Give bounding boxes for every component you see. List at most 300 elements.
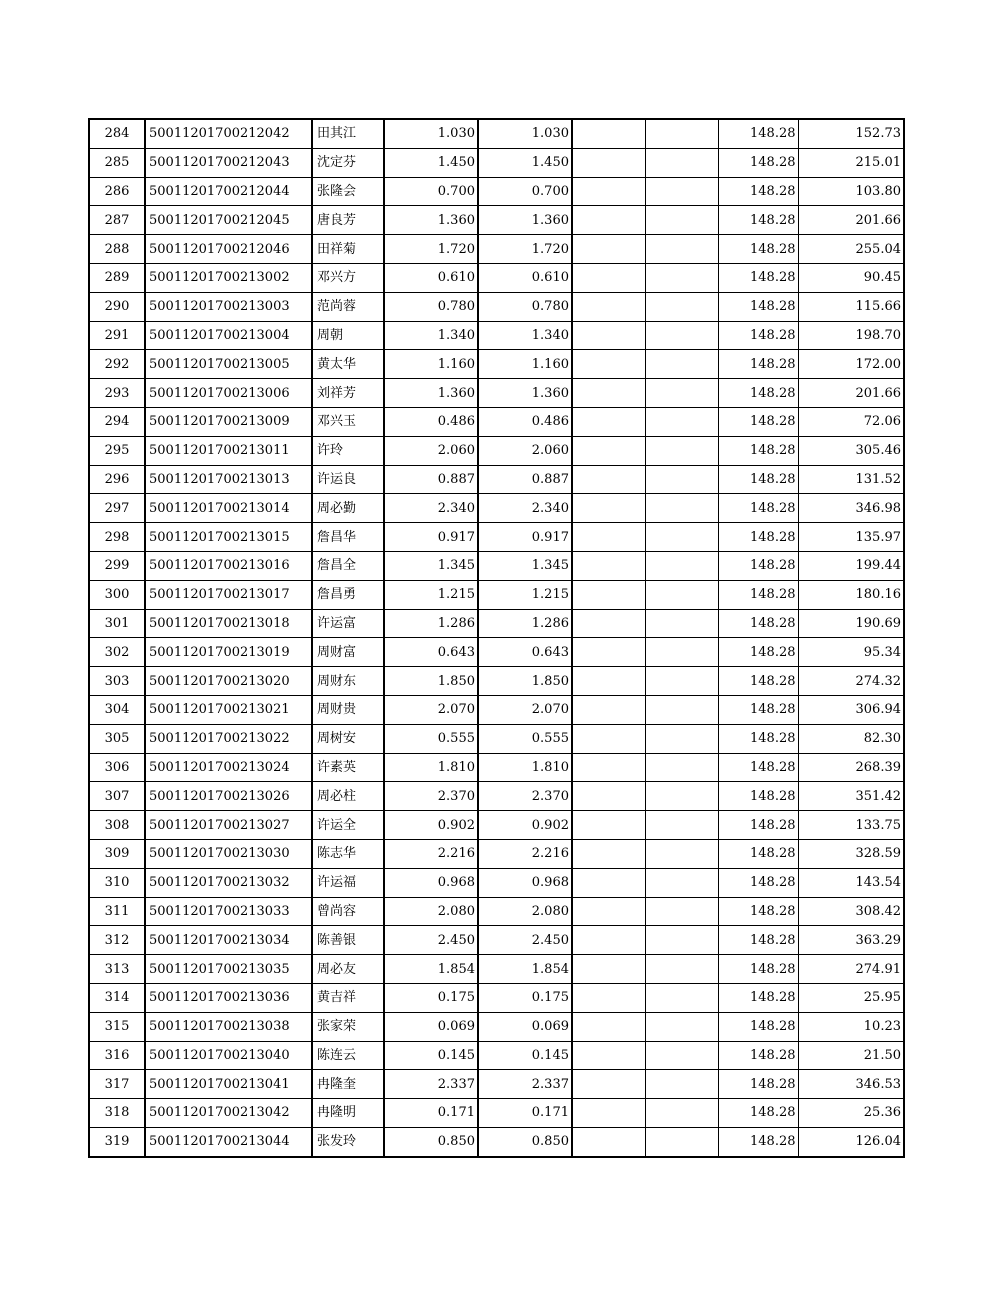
empty-cell-2 — [645, 638, 718, 667]
row-number: 297 — [89, 494, 145, 523]
household-name: 周必柱 — [312, 782, 384, 811]
empty-cell-2 — [645, 436, 718, 465]
unit-price: 148.28 — [718, 1012, 798, 1041]
household-name: 刘祥芳 — [312, 379, 384, 408]
area-value-1: 1.160 — [384, 350, 478, 379]
area-value-2: 0.917 — [478, 523, 572, 552]
empty-cell-1 — [572, 551, 645, 580]
area-value-2: 1.286 — [478, 609, 572, 638]
empty-cell-1 — [572, 782, 645, 811]
empty-cell-2 — [645, 407, 718, 436]
area-value-1: 0.700 — [384, 177, 478, 206]
household-code: 50011201700213035 — [145, 955, 312, 984]
household-name: 黄吉祥 — [312, 983, 384, 1012]
area-value-1: 1.360 — [384, 206, 478, 235]
empty-cell-1 — [572, 119, 645, 148]
table-row — [89, 868, 904, 897]
row-number: 284 — [89, 119, 145, 148]
household-name: 冉隆奎 — [312, 1070, 384, 1099]
household-code: 50011201700213015 — [145, 523, 312, 552]
unit-price: 148.28 — [718, 119, 798, 148]
empty-cell-1 — [572, 839, 645, 868]
area-value-1: 1.345 — [384, 551, 478, 580]
area-value-2: 0.145 — [478, 1041, 572, 1070]
household-code: 50011201700213016 — [145, 551, 312, 580]
row-number: 303 — [89, 667, 145, 696]
table-row — [89, 148, 904, 177]
household-code: 50011201700213038 — [145, 1012, 312, 1041]
amount: 25.36 — [798, 1099, 904, 1128]
unit-price: 148.28 — [718, 350, 798, 379]
table-row — [89, 523, 904, 552]
row-number: 308 — [89, 811, 145, 840]
household-code: 50011201700213002 — [145, 263, 312, 292]
table-row — [89, 638, 904, 667]
unit-price: 148.28 — [718, 206, 798, 235]
empty-cell-2 — [645, 379, 718, 408]
empty-cell-1 — [572, 292, 645, 321]
area-value-2: 1.854 — [478, 955, 572, 984]
empty-cell-1 — [572, 494, 645, 523]
household-code: 50011201700212042 — [145, 119, 312, 148]
unit-price: 148.28 — [718, 1099, 798, 1128]
unit-price: 148.28 — [718, 235, 798, 264]
household-name: 张发玲 — [312, 1127, 384, 1156]
row-number: 315 — [89, 1012, 145, 1041]
area-value-1: 2.080 — [384, 897, 478, 926]
household-code: 50011201700213030 — [145, 839, 312, 868]
amount: 10.23 — [798, 1012, 904, 1041]
area-value-2: 0.700 — [478, 177, 572, 206]
row-number: 299 — [89, 551, 145, 580]
empty-cell-1 — [572, 407, 645, 436]
empty-cell-2 — [645, 1070, 718, 1099]
empty-cell-2 — [645, 1012, 718, 1041]
empty-cell-2 — [645, 523, 718, 552]
household-name: 周财东 — [312, 667, 384, 696]
household-code: 50011201700212045 — [145, 206, 312, 235]
unit-price: 148.28 — [718, 379, 798, 408]
household-name: 许素英 — [312, 753, 384, 782]
table-row — [89, 465, 904, 494]
table-row — [89, 321, 904, 350]
amount: 346.98 — [798, 494, 904, 523]
household-code: 50011201700213034 — [145, 926, 312, 955]
amount: 346.53 — [798, 1070, 904, 1099]
amount: 103.80 — [798, 177, 904, 206]
empty-cell-1 — [572, 206, 645, 235]
area-value-1: 2.450 — [384, 926, 478, 955]
household-name: 张隆会 — [312, 177, 384, 206]
household-name: 周财贵 — [312, 695, 384, 724]
table-row — [89, 1127, 904, 1156]
area-value-2: 1.160 — [478, 350, 572, 379]
area-value-2: 2.450 — [478, 926, 572, 955]
amount: 351.42 — [798, 782, 904, 811]
household-name: 许运全 — [312, 811, 384, 840]
household-code: 50011201700213026 — [145, 782, 312, 811]
area-value-1: 0.917 — [384, 523, 478, 552]
table-row — [89, 955, 904, 984]
area-value-2: 0.171 — [478, 1099, 572, 1128]
household-name: 许运良 — [312, 465, 384, 494]
amount: 25.95 — [798, 983, 904, 1012]
household-name: 詹昌华 — [312, 523, 384, 552]
household-code: 50011201700213006 — [145, 379, 312, 408]
table-row — [89, 667, 904, 696]
row-number: 292 — [89, 350, 145, 379]
row-number: 298 — [89, 523, 145, 552]
area-value-1: 1.286 — [384, 609, 478, 638]
empty-cell-2 — [645, 206, 718, 235]
household-code: 50011201700213044 — [145, 1127, 312, 1156]
unit-price: 148.28 — [718, 523, 798, 552]
empty-cell-1 — [572, 667, 645, 696]
unit-price: 148.28 — [718, 868, 798, 897]
household-code: 50011201700213009 — [145, 407, 312, 436]
amount: 90.45 — [798, 263, 904, 292]
unit-price: 148.28 — [718, 551, 798, 580]
row-number: 313 — [89, 955, 145, 984]
row-number: 287 — [89, 206, 145, 235]
area-value-1: 1.720 — [384, 235, 478, 264]
household-name: 詹昌全 — [312, 551, 384, 580]
area-value-1: 2.216 — [384, 839, 478, 868]
area-value-2: 0.887 — [478, 465, 572, 494]
empty-cell-2 — [645, 695, 718, 724]
amount: 201.66 — [798, 206, 904, 235]
unit-price: 148.28 — [718, 667, 798, 696]
row-number: 306 — [89, 753, 145, 782]
household-code: 50011201700212043 — [145, 148, 312, 177]
empty-cell-1 — [572, 148, 645, 177]
empty-cell-2 — [645, 551, 718, 580]
unit-price: 148.28 — [718, 1127, 798, 1156]
empty-cell-1 — [572, 695, 645, 724]
empty-cell-1 — [572, 1041, 645, 1070]
area-value-1: 0.145 — [384, 1041, 478, 1070]
household-name: 冉隆明 — [312, 1099, 384, 1128]
household-code: 50011201700213013 — [145, 465, 312, 494]
area-value-2: 0.643 — [478, 638, 572, 667]
household-name: 邓兴方 — [312, 263, 384, 292]
household-code: 50011201700213017 — [145, 580, 312, 609]
amount: 82.30 — [798, 724, 904, 753]
unit-price: 148.28 — [718, 638, 798, 667]
unit-price: 148.28 — [718, 695, 798, 724]
row-number: 317 — [89, 1070, 145, 1099]
unit-price: 148.28 — [718, 782, 798, 811]
table-row — [89, 580, 904, 609]
amount: 172.00 — [798, 350, 904, 379]
amount: 135.97 — [798, 523, 904, 552]
household-code: 50011201700213027 — [145, 811, 312, 840]
empty-cell-2 — [645, 321, 718, 350]
household-name: 唐良芳 — [312, 206, 384, 235]
household-name: 田祥菊 — [312, 235, 384, 264]
area-value-2: 0.780 — [478, 292, 572, 321]
area-value-2: 1.810 — [478, 753, 572, 782]
empty-cell-1 — [572, 753, 645, 782]
row-number: 305 — [89, 724, 145, 753]
area-value-1: 0.486 — [384, 407, 478, 436]
household-code: 50011201700213032 — [145, 868, 312, 897]
amount: 143.54 — [798, 868, 904, 897]
area-value-2: 1.360 — [478, 206, 572, 235]
empty-cell-2 — [645, 609, 718, 638]
area-value-1: 1.450 — [384, 148, 478, 177]
row-number: 290 — [89, 292, 145, 321]
amount: 152.73 — [798, 119, 904, 148]
unit-price: 148.28 — [718, 1070, 798, 1099]
area-value-2: 0.902 — [478, 811, 572, 840]
unit-price: 148.28 — [718, 177, 798, 206]
household-code: 50011201700213036 — [145, 983, 312, 1012]
household-code: 50011201700213024 — [145, 753, 312, 782]
row-number: 288 — [89, 235, 145, 264]
area-value-1: 0.610 — [384, 263, 478, 292]
table-row — [89, 695, 904, 724]
area-value-1: 0.887 — [384, 465, 478, 494]
empty-cell-1 — [572, 235, 645, 264]
area-value-1: 0.850 — [384, 1127, 478, 1156]
row-number: 285 — [89, 148, 145, 177]
empty-cell-2 — [645, 926, 718, 955]
empty-cell-2 — [645, 811, 718, 840]
table-row — [89, 436, 904, 465]
empty-cell-1 — [572, 1099, 645, 1128]
empty-cell-1 — [572, 926, 645, 955]
amount: 133.75 — [798, 811, 904, 840]
table-row — [89, 379, 904, 408]
empty-cell-2 — [645, 724, 718, 753]
empty-cell-1 — [572, 1127, 645, 1156]
household-name: 周必友 — [312, 955, 384, 984]
empty-cell-2 — [645, 580, 718, 609]
amount: 215.01 — [798, 148, 904, 177]
table-body — [89, 119, 904, 1157]
area-value-1: 0.643 — [384, 638, 478, 667]
area-value-2: 0.610 — [478, 263, 572, 292]
empty-cell-1 — [572, 1012, 645, 1041]
empty-cell-2 — [645, 753, 718, 782]
amount: 306.94 — [798, 695, 904, 724]
unit-price: 148.28 — [718, 724, 798, 753]
amount: 268.39 — [798, 753, 904, 782]
household-name: 黄太华 — [312, 350, 384, 379]
empty-cell-2 — [645, 235, 718, 264]
household-code: 50011201700212044 — [145, 177, 312, 206]
data-table — [88, 118, 905, 1158]
empty-cell-1 — [572, 897, 645, 926]
amount: 72.06 — [798, 407, 904, 436]
unit-price: 148.28 — [718, 955, 798, 984]
area-value-2: 2.370 — [478, 782, 572, 811]
area-value-2: 0.555 — [478, 724, 572, 753]
area-value-2: 1.850 — [478, 667, 572, 696]
area-value-1: 1.030 — [384, 119, 478, 148]
empty-cell-2 — [645, 897, 718, 926]
household-name: 陈善银 — [312, 926, 384, 955]
row-number: 291 — [89, 321, 145, 350]
unit-price: 148.28 — [718, 926, 798, 955]
amount: 21.50 — [798, 1041, 904, 1070]
area-value-2: 0.175 — [478, 983, 572, 1012]
table-row — [89, 983, 904, 1012]
row-number: 319 — [89, 1127, 145, 1156]
unit-price: 148.28 — [718, 609, 798, 638]
empty-cell-1 — [572, 523, 645, 552]
household-name: 周必勤 — [312, 494, 384, 523]
amount: 201.66 — [798, 379, 904, 408]
area-value-1: 1.854 — [384, 955, 478, 984]
table-row — [89, 1099, 904, 1128]
household-name: 沈定芬 — [312, 148, 384, 177]
table-row — [89, 753, 904, 782]
unit-price: 148.28 — [718, 811, 798, 840]
household-code: 50011201700213014 — [145, 494, 312, 523]
empty-cell-1 — [572, 955, 645, 984]
row-number: 316 — [89, 1041, 145, 1070]
household-name: 许玲 — [312, 436, 384, 465]
household-code: 50011201700213022 — [145, 724, 312, 753]
row-number: 310 — [89, 868, 145, 897]
area-value-1: 2.060 — [384, 436, 478, 465]
area-value-1: 2.340 — [384, 494, 478, 523]
empty-cell-1 — [572, 379, 645, 408]
table-row — [89, 292, 904, 321]
empty-cell-2 — [645, 839, 718, 868]
empty-cell-2 — [645, 119, 718, 148]
area-value-2: 0.069 — [478, 1012, 572, 1041]
area-value-2: 1.030 — [478, 119, 572, 148]
amount: 274.32 — [798, 667, 904, 696]
amount: 328.59 — [798, 839, 904, 868]
area-value-1: 0.780 — [384, 292, 478, 321]
household-name: 许运富 — [312, 609, 384, 638]
area-value-1: 1.215 — [384, 580, 478, 609]
unit-price: 148.28 — [718, 407, 798, 436]
area-value-1: 0.555 — [384, 724, 478, 753]
unit-price: 148.28 — [718, 753, 798, 782]
empty-cell-2 — [645, 667, 718, 696]
household-code: 50011201700213003 — [145, 292, 312, 321]
empty-cell-2 — [645, 983, 718, 1012]
row-number: 293 — [89, 379, 145, 408]
unit-price: 148.28 — [718, 465, 798, 494]
amount: 198.70 — [798, 321, 904, 350]
empty-cell-1 — [572, 263, 645, 292]
empty-cell-1 — [572, 811, 645, 840]
row-number: 309 — [89, 839, 145, 868]
amount: 126.04 — [798, 1127, 904, 1156]
table-row — [89, 494, 904, 523]
area-value-2: 2.070 — [478, 695, 572, 724]
amount: 115.66 — [798, 292, 904, 321]
household-code: 50011201700213020 — [145, 667, 312, 696]
area-value-2: 0.850 — [478, 1127, 572, 1156]
empty-cell-2 — [645, 494, 718, 523]
area-value-2: 1.345 — [478, 551, 572, 580]
empty-cell-1 — [572, 724, 645, 753]
area-value-1: 1.810 — [384, 753, 478, 782]
table-row — [89, 724, 904, 753]
unit-price: 148.28 — [718, 897, 798, 926]
empty-cell-1 — [572, 436, 645, 465]
area-value-2: 1.450 — [478, 148, 572, 177]
household-name: 张家荣 — [312, 1012, 384, 1041]
row-number: 294 — [89, 407, 145, 436]
area-value-1: 0.171 — [384, 1099, 478, 1128]
row-number: 302 — [89, 638, 145, 667]
area-value-2: 2.337 — [478, 1070, 572, 1099]
empty-cell-1 — [572, 580, 645, 609]
empty-cell-2 — [645, 868, 718, 897]
row-number: 307 — [89, 782, 145, 811]
household-code: 50011201700213041 — [145, 1070, 312, 1099]
table-row — [89, 263, 904, 292]
household-code: 50011201700213021 — [145, 695, 312, 724]
area-value-2: 2.340 — [478, 494, 572, 523]
row-number: 296 — [89, 465, 145, 494]
empty-cell-2 — [645, 350, 718, 379]
area-value-1: 2.370 — [384, 782, 478, 811]
row-number: 312 — [89, 926, 145, 955]
empty-cell-1 — [572, 1070, 645, 1099]
row-number: 318 — [89, 1099, 145, 1128]
area-value-2: 0.486 — [478, 407, 572, 436]
area-value-2: 0.968 — [478, 868, 572, 897]
row-number: 311 — [89, 897, 145, 926]
empty-cell-1 — [572, 465, 645, 494]
empty-cell-2 — [645, 955, 718, 984]
row-number: 300 — [89, 580, 145, 609]
household-name: 詹昌勇 — [312, 580, 384, 609]
unit-price: 148.28 — [718, 263, 798, 292]
table-row — [89, 1070, 904, 1099]
row-number: 301 — [89, 609, 145, 638]
household-name: 陈连云 — [312, 1041, 384, 1070]
unit-price: 148.28 — [718, 580, 798, 609]
area-value-1: 0.968 — [384, 868, 478, 897]
table-row — [89, 235, 904, 264]
unit-price: 148.28 — [718, 148, 798, 177]
area-value-1: 0.069 — [384, 1012, 478, 1041]
household-name: 许运福 — [312, 868, 384, 897]
empty-cell-2 — [645, 292, 718, 321]
empty-cell-2 — [645, 1041, 718, 1070]
table-row — [89, 1012, 904, 1041]
table-row — [89, 839, 904, 868]
household-name: 周财富 — [312, 638, 384, 667]
empty-cell-1 — [572, 983, 645, 1012]
household-name: 范尚蓉 — [312, 292, 384, 321]
table-row — [89, 782, 904, 811]
area-value-2: 2.060 — [478, 436, 572, 465]
area-value-1: 1.850 — [384, 667, 478, 696]
empty-cell-2 — [645, 1127, 718, 1156]
household-name: 周树安 — [312, 724, 384, 753]
empty-cell-2 — [645, 782, 718, 811]
household-code: 50011201700213018 — [145, 609, 312, 638]
area-value-2: 1.720 — [478, 235, 572, 264]
empty-cell-1 — [572, 638, 645, 667]
empty-cell-1 — [572, 350, 645, 379]
amount: 363.29 — [798, 926, 904, 955]
household-code: 50011201700213004 — [145, 321, 312, 350]
area-value-1: 0.175 — [384, 983, 478, 1012]
household-name: 陈志华 — [312, 839, 384, 868]
